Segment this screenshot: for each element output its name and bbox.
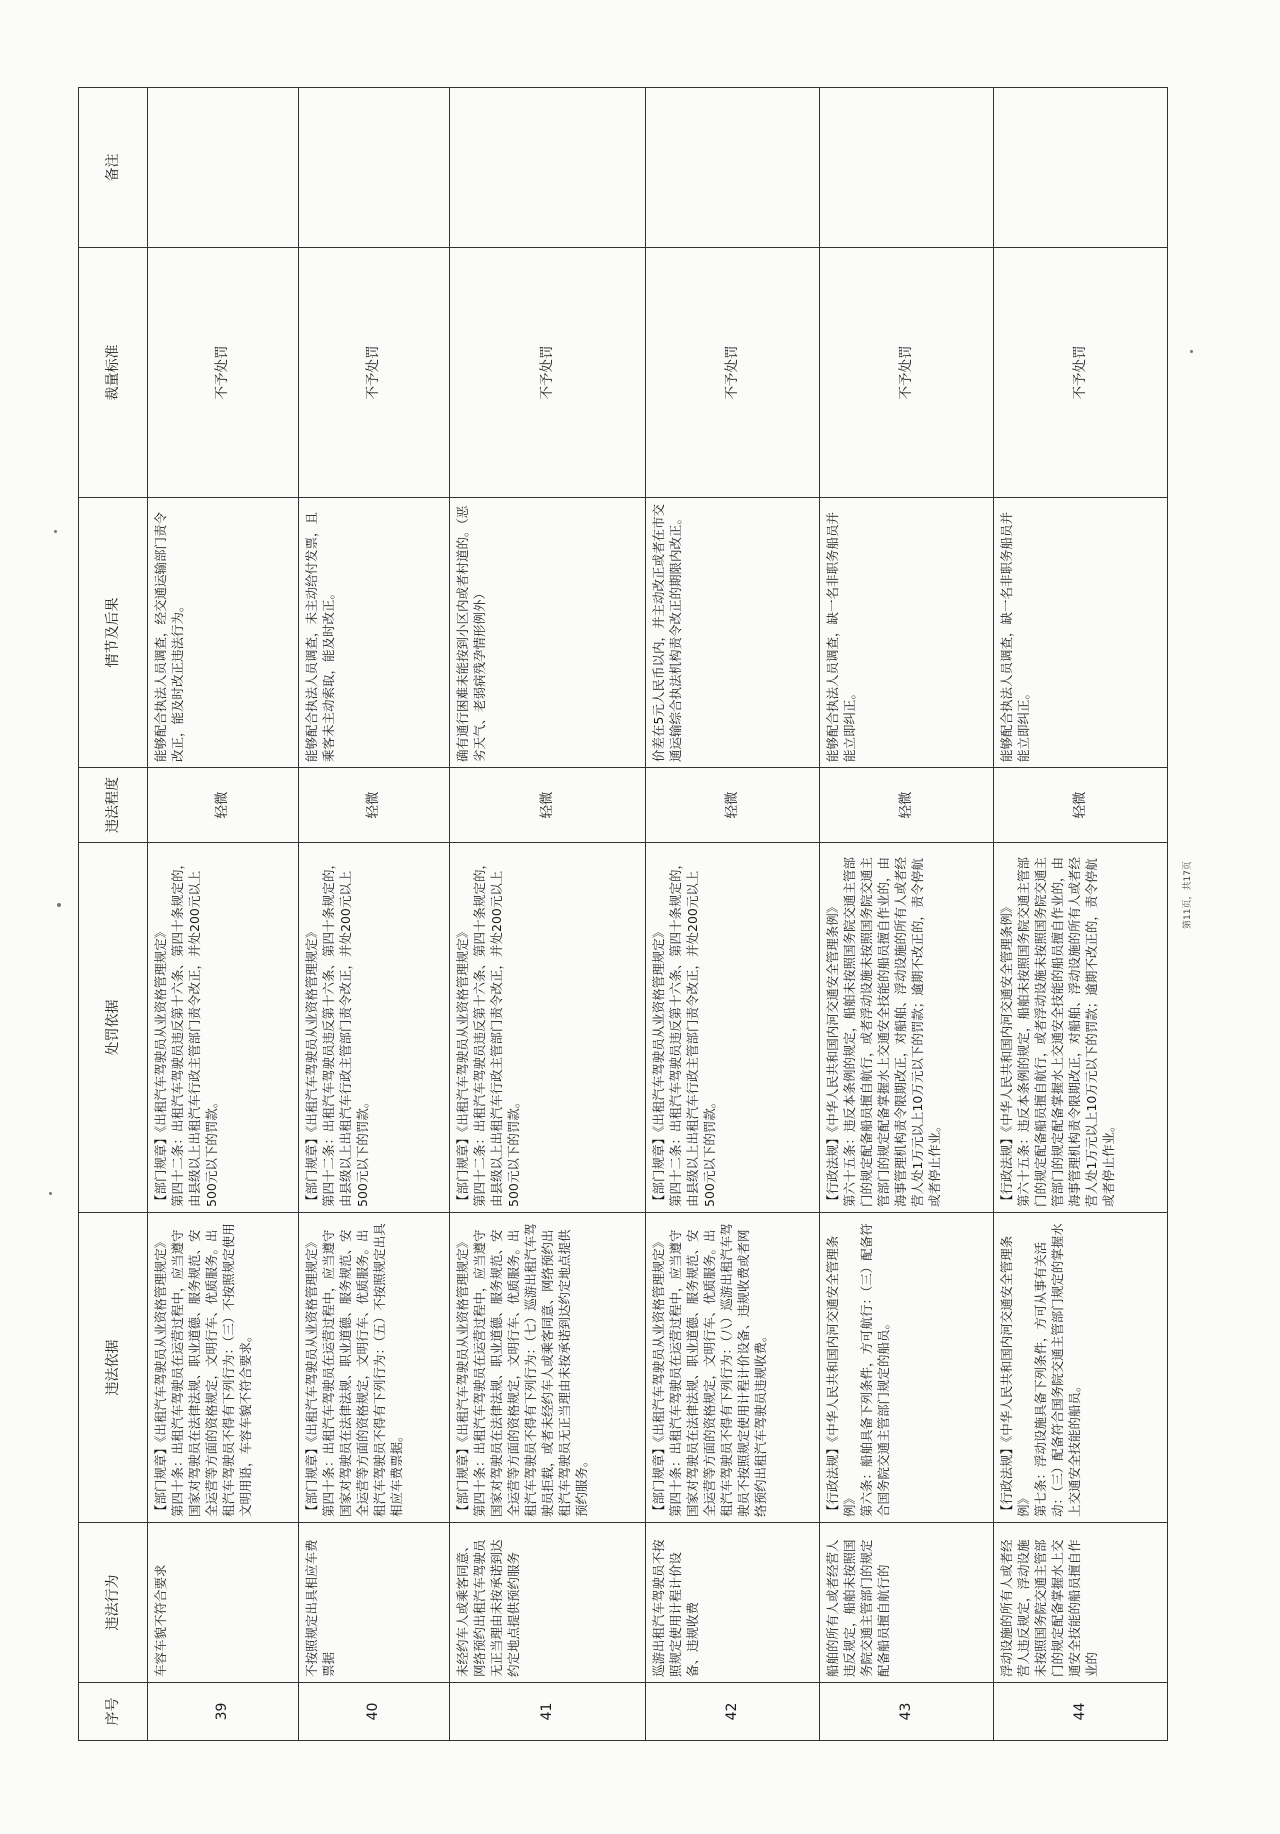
row-standard: 不予处罚 xyxy=(449,248,646,498)
penalty-title: 《出租汽车驾驶员从业资格管理规定》 xyxy=(153,925,168,1132)
row-no: 42 xyxy=(646,1683,820,1741)
penalty-category: 【行政法规】 xyxy=(999,1131,1015,1207)
row-note xyxy=(298,88,449,248)
row-circumstance: 能够配合执法人员调查，未主动给付发票，且乘客未主动索取，能及时改正。 xyxy=(298,498,449,768)
basis-text: 第四十条：出租汽车驾驶员在运营过程中，应当遵守国家对驾驶员在法律法规、职业道德、服务规范、安全运营等方面的资格规定，文明行车、优质服务。出租汽车驾驶员不得有下列行为：（七）巡游出租汽车驾驶员拒载，或者未经约车人或乘客同意、网络预约出租汽车驾驶员无正当理由未按承诺到达约定地点提供预约服务。 xyxy=(471,1223,589,1517)
row-penalty xyxy=(646,843,820,1213)
basis-title: 《出租汽车驾驶员从业资格管理规定》 xyxy=(153,1235,168,1442)
row-no: 43 xyxy=(820,1683,994,1741)
row-degree: 轻微 xyxy=(148,768,299,843)
table-row xyxy=(148,88,299,1741)
penalty-category: 【部门规章】 xyxy=(303,1131,319,1207)
header-act: 违法行为 xyxy=(79,1523,148,1683)
row-note xyxy=(148,88,299,248)
basis-category: 【部门规章】 xyxy=(303,1441,319,1517)
basis-text: 第七条：浮动设施具备下列条件，方可从事有关活动：（三）配备符合国务院交通主管部门规定的掌握水上交通安全技能的船员。 xyxy=(1033,1223,1083,1517)
row-note xyxy=(449,88,646,248)
table-row xyxy=(298,88,449,1741)
header-degree: 违法程度 xyxy=(79,768,148,843)
penalty-title: 《出租汽车驾驶员从业资格管理规定》 xyxy=(651,925,667,1132)
header-no: 序号 xyxy=(79,1683,148,1741)
penalty-category: 【部门规章】 xyxy=(454,1131,470,1207)
row-basis xyxy=(298,1213,449,1523)
row-basis xyxy=(646,1213,820,1523)
header-note: 备注 xyxy=(79,88,148,248)
row-penalty xyxy=(148,843,299,1213)
penalty-text: 第四十二条：出租汽车驾驶员违反第十六条、第四十条规定的，由县级以上出租汽车行政主管部门责令改正，并处200元以上500元以下的罚款。 xyxy=(170,856,219,1207)
row-degree: 轻微 xyxy=(646,768,820,843)
row-act: 未经约车人或乘客同意、网络预约出租汽车驾驶员无正当理由未按承诺到达约定地点提供预约服务 xyxy=(449,1523,646,1683)
row-act: 不按照规定出具相应车费票据 xyxy=(298,1523,449,1683)
row-standard: 不予处罚 xyxy=(820,248,994,498)
row-basis xyxy=(820,1213,994,1523)
penalty-category: 【部门规章】 xyxy=(651,1131,667,1207)
penalty-table xyxy=(78,87,1168,1741)
header-standard: 裁量标准 xyxy=(79,248,148,498)
row-note xyxy=(994,88,1168,248)
basis-category: 【行政法规】 xyxy=(825,1441,841,1517)
penalty-text: 第四十二条：出租汽车驾驶员违反第十六条、第四十条规定的，由县级以上出租汽车行政主管部门责令改正，并处200元以上500元以下的罚款。 xyxy=(471,856,521,1207)
penalty-title: 《中华人民共和国内河交通安全管理条例》 xyxy=(825,900,841,1132)
basis-title: 《出租汽车驾驶员从业资格管理规定》 xyxy=(303,1235,319,1442)
row-no: 41 xyxy=(449,1683,646,1741)
row-act: 车容车貌不符合要求 xyxy=(148,1523,299,1683)
row-basis xyxy=(994,1213,1168,1523)
table-row xyxy=(646,88,820,1741)
basis-title: 《出租汽车驾驶员从业资格管理规定》 xyxy=(651,1235,667,1442)
basis-title: 《中华人民共和国内河交通安全管理条例》 xyxy=(825,1235,858,1517)
row-penalty xyxy=(298,843,449,1213)
header-penalty: 处罚依据 xyxy=(79,843,148,1213)
row-circumstance: 能够配合执法人员调查，缺一名非职务船员并能立即纠正。 xyxy=(994,498,1168,768)
penalty-text: 第四十二条：出租汽车驾驶员违反第十六条、第四十条规定的，由县级以上出租汽车行政主管部门责令改正，并处200元以上500元以下的罚款。 xyxy=(668,856,718,1207)
penalty-text: 第六十五条：违反本条例的规定，船舶未按照国务院交通主管部门的规定配备船员擅自航行，或者浮动设施未按照国务院交通主管部门的规定配备掌握水上交通安全技能的船员擅自作业的，由海事管理机构责令限期改正，对船舶、浮动设施的所有人或者经营人处1万元以上10万元以下的罚款；逾期不改正的，责令停航或者停止作业。 xyxy=(1016,856,1117,1207)
basis-text: 第四十条：出租汽车驾驶员在运营过程中，应当遵守国家对驾驶员在法律法规、职业道德、服务规范、安全运营等方面的资格规定，文明行车、优质服务。出租汽车驾驶员不得有下列行为：（八）巡游出租汽车驾驶员不按照规定使用计程计价设备、违规收费或者网络预约出租汽车驾驶员违规收费。 xyxy=(668,1223,769,1517)
row-degree: 轻微 xyxy=(298,768,449,843)
basis-category: 【部门规章】 xyxy=(651,1441,667,1517)
penalty-title: 《出租汽车驾驶员从业资格管理规定》 xyxy=(303,925,319,1132)
penalty-text: 第六十五条：违反本条例的规定，船舶未按照国务院交通主管部门的规定配备船员擅自航行，或者浮动设施未按照国务院交通主管部门的规定配备掌握水上交通安全技能的船员擅自作业的，由海事管理机构责令限期改正，对船舶、浮动设施的所有人或者经营人处1万元以上10万元以下的罚款；逾期不改正的，责令停航或者停止作业。 xyxy=(842,856,943,1207)
row-circumstance: 价差在5元人民币以内，并主动改正或者在市交通运输综合执法机构责令改正的期限内改正。 xyxy=(646,498,820,768)
row-no: 39 xyxy=(148,1683,299,1741)
row-basis xyxy=(449,1213,646,1523)
basis-text: 第四十条：出租汽车驾驶员在运营过程中，应当遵守国家对驾驶员在法律法规、职业道德、服务规范、安全运营等方面的资格规定，文明行车、优质服务。出租汽车驾驶员不得有下列行为：（三）不按照规定使用文明用语，车容车貌不符合要求。 xyxy=(170,1223,253,1517)
table-row xyxy=(820,88,994,1741)
penalty-category: 【行政法规】 xyxy=(825,1131,841,1207)
row-act: 船舶的所有人或者经营人违反规定，船舶未按照国务院交通主管部门的规定配备船员擅自航行的 xyxy=(820,1523,994,1683)
header-circumstance: 情节及后果 xyxy=(79,498,148,768)
penalty-title: 《中华人民共和国内河交通安全管理条例》 xyxy=(999,900,1015,1132)
penalty-title: 《出租汽车驾驶员从业资格管理规定》 xyxy=(454,925,470,1132)
row-standard: 不予处罚 xyxy=(646,248,820,498)
penalty-category: 【部门规章】 xyxy=(153,1131,168,1207)
row-no: 40 xyxy=(298,1683,449,1741)
row-circumstance: 确有通行困难未能按到小区内或者村道的。（恶劣天气、老弱病残孕情形例外） xyxy=(449,498,646,768)
row-act: 巡游出租汽车驾驶员不按照规定使用计程计价设备、违规收费 xyxy=(646,1523,820,1683)
basis-title: 《中华人民共和国内河交通安全管理条例》 xyxy=(999,1235,1032,1517)
row-standard: 不予处罚 xyxy=(148,248,299,498)
row-circumstance: 能够配合执法人员调查，缺一名非职务船员并能立即纠正。 xyxy=(820,498,994,768)
basis-category: 【行政法规】 xyxy=(999,1441,1015,1517)
table-header-row xyxy=(79,88,148,1741)
row-degree: 轻微 xyxy=(449,768,646,843)
basis-category: 【部门规章】 xyxy=(454,1441,470,1517)
basis-text: 第六条：船舶具备下列条件，方可航行：（三）配备符合国务院交通主管部门规定的船员。 xyxy=(859,1223,892,1517)
table-row xyxy=(994,88,1168,1741)
row-basis xyxy=(148,1213,299,1523)
row-penalty xyxy=(449,843,646,1213)
header-basis: 违法依据 xyxy=(79,1213,148,1523)
basis-text: 第四十条：出租汽车驾驶员在运营过程中，应当遵守国家对驾驶员在法律法规、职业道德、服务规范、安全运营等方面的资格规定，文明行车、优质服务。出租汽车驾驶员不得有下列行为：（五）不按照规定出具相应车费票据。 xyxy=(320,1223,404,1517)
basis-title: 《出租汽车驾驶员从业资格管理规定》 xyxy=(454,1235,470,1442)
row-degree: 轻微 xyxy=(820,768,994,843)
penalty-text: 第四十二条：出租汽车驾驶员违反第十六条、第四十条规定的，由县级以上出租汽车行政主管部门责令改正，并处200元以上500元以下的罚款。 xyxy=(320,856,370,1207)
row-penalty xyxy=(994,843,1168,1213)
row-note xyxy=(820,88,994,248)
row-note xyxy=(646,88,820,248)
row-standard: 不予处罚 xyxy=(298,248,449,498)
basis-category: 【部门规章】 xyxy=(153,1441,168,1517)
page-footer: 第11页，共17页 xyxy=(1183,861,1193,929)
row-standard: 不予处罚 xyxy=(994,248,1168,498)
row-no: 44 xyxy=(994,1683,1168,1741)
row-circumstance: 能够配合执法人员调查，经交通运输部门责令改正，能及时改正违法行为。 xyxy=(148,498,299,768)
row-penalty xyxy=(820,843,994,1213)
row-act: 浮动设施的所有人或者经营人违反规定，浮动设施未按照国务院交通主管部门的规定配备掌握水上交通安全技能的船员擅自作业的 xyxy=(994,1523,1168,1683)
row-degree: 轻微 xyxy=(994,768,1168,843)
table-row xyxy=(449,88,646,1741)
